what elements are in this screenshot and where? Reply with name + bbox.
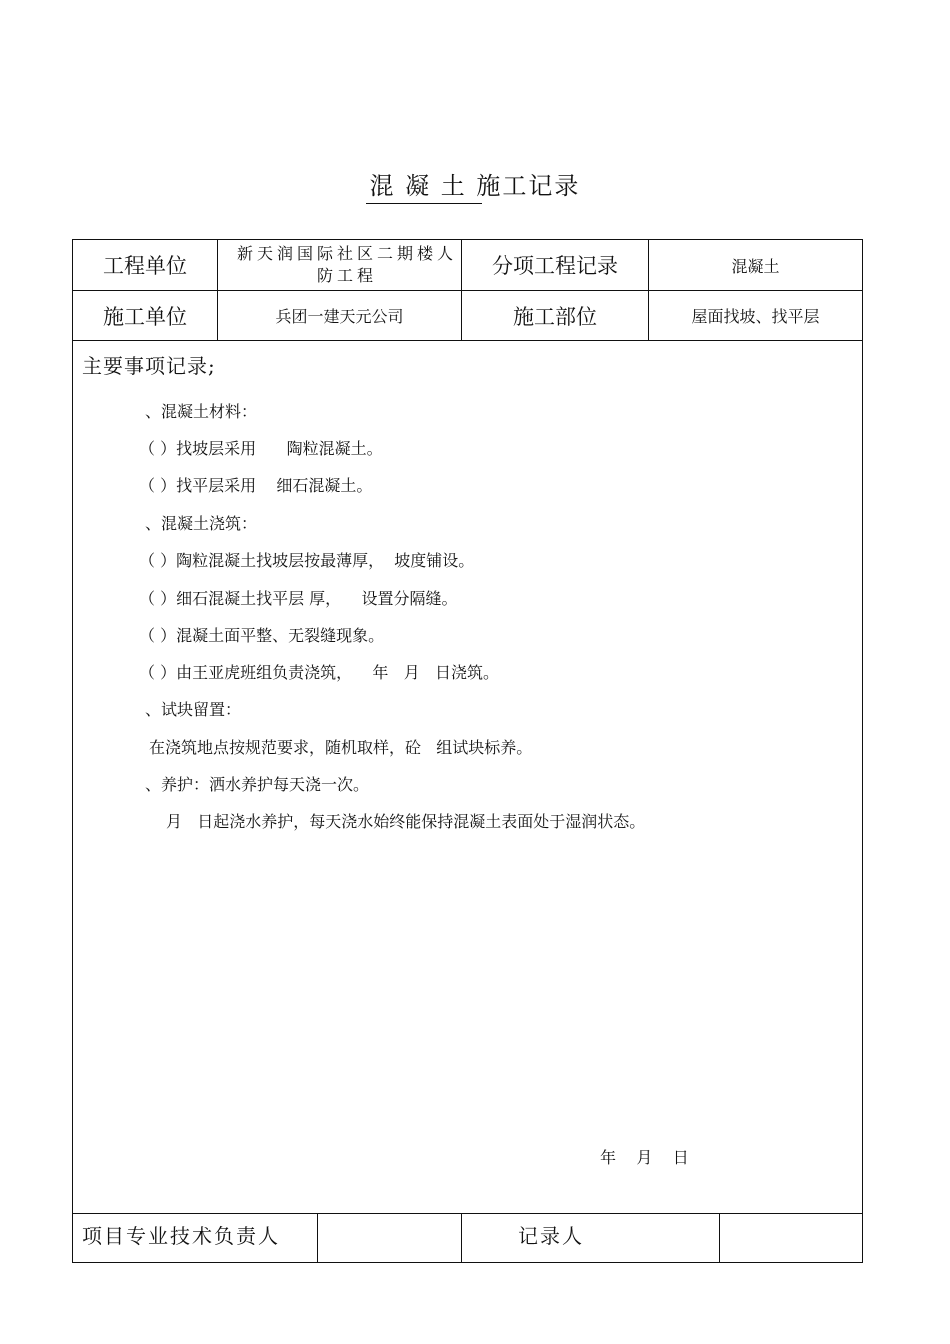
record-date: 年 月 日 <box>600 1148 689 1167</box>
record-line: 在浇筑地点按规范要求，随机取样，砼 组试块标养。 <box>149 738 533 757</box>
record-line: 、混凝土浇筑： <box>145 514 258 533</box>
title-underline <box>366 203 482 204</box>
tech-lead-label: 项目专业技术负责人 <box>82 1224 280 1248</box>
record-line: （ ）找坡层采用 陶粒混凝土。 <box>139 439 383 458</box>
recorder-label: 记录人 <box>518 1224 584 1248</box>
record-line: （ ）混凝土面平整、无裂缝现象。 <box>139 626 385 645</box>
project-unit-value: 新天润国际社区二期楼人防工程 <box>236 244 457 285</box>
tech-lead-signature-field[interactable] <box>318 1214 461 1263</box>
project-unit-label: 工程单位 <box>103 254 187 278</box>
record-line: 、养护：洒水养护每天浇一次。 <box>145 775 370 794</box>
record-line: （ ）由王亚虎班组负责浇筑， 年 月 日浇筑。 <box>139 663 499 682</box>
record-line: 、混凝土材料： <box>145 402 258 421</box>
record-line: 月 日起浇水养护，每天浇水始终能保持混凝土表面处于湿润状态。 <box>166 812 646 831</box>
main-records-heading: 主要事项记录; <box>82 354 216 378</box>
footer-divider-2 <box>461 1213 462 1263</box>
recorder-signature-field[interactable] <box>720 1214 862 1263</box>
subitem-record-label: 分项工程记录 <box>492 254 618 278</box>
row-divider-2 <box>72 340 863 341</box>
record-line: （ ）找平层采用 细石混凝土。 <box>139 476 373 495</box>
construction-unit-value: 兵团一建天元公司 <box>275 307 404 326</box>
subitem-record-value: 混凝土 <box>731 256 780 276</box>
construction-location-value: 屋面找坡、找平层 <box>691 307 820 326</box>
page-title: 混 凝 土 施工记录 <box>369 172 581 200</box>
record-line: （ ）陶粒混凝土找坡层按最薄厚， 坡度铺设。 <box>139 551 475 570</box>
construction-location-label: 施工部位 <box>513 304 597 329</box>
record-line: （ ）细石混凝土找平层 厚， 设置分隔缝。 <box>139 589 458 608</box>
construction-unit-label: 施工单位 <box>103 304 187 329</box>
record-line: 、试块留置： <box>145 700 242 719</box>
